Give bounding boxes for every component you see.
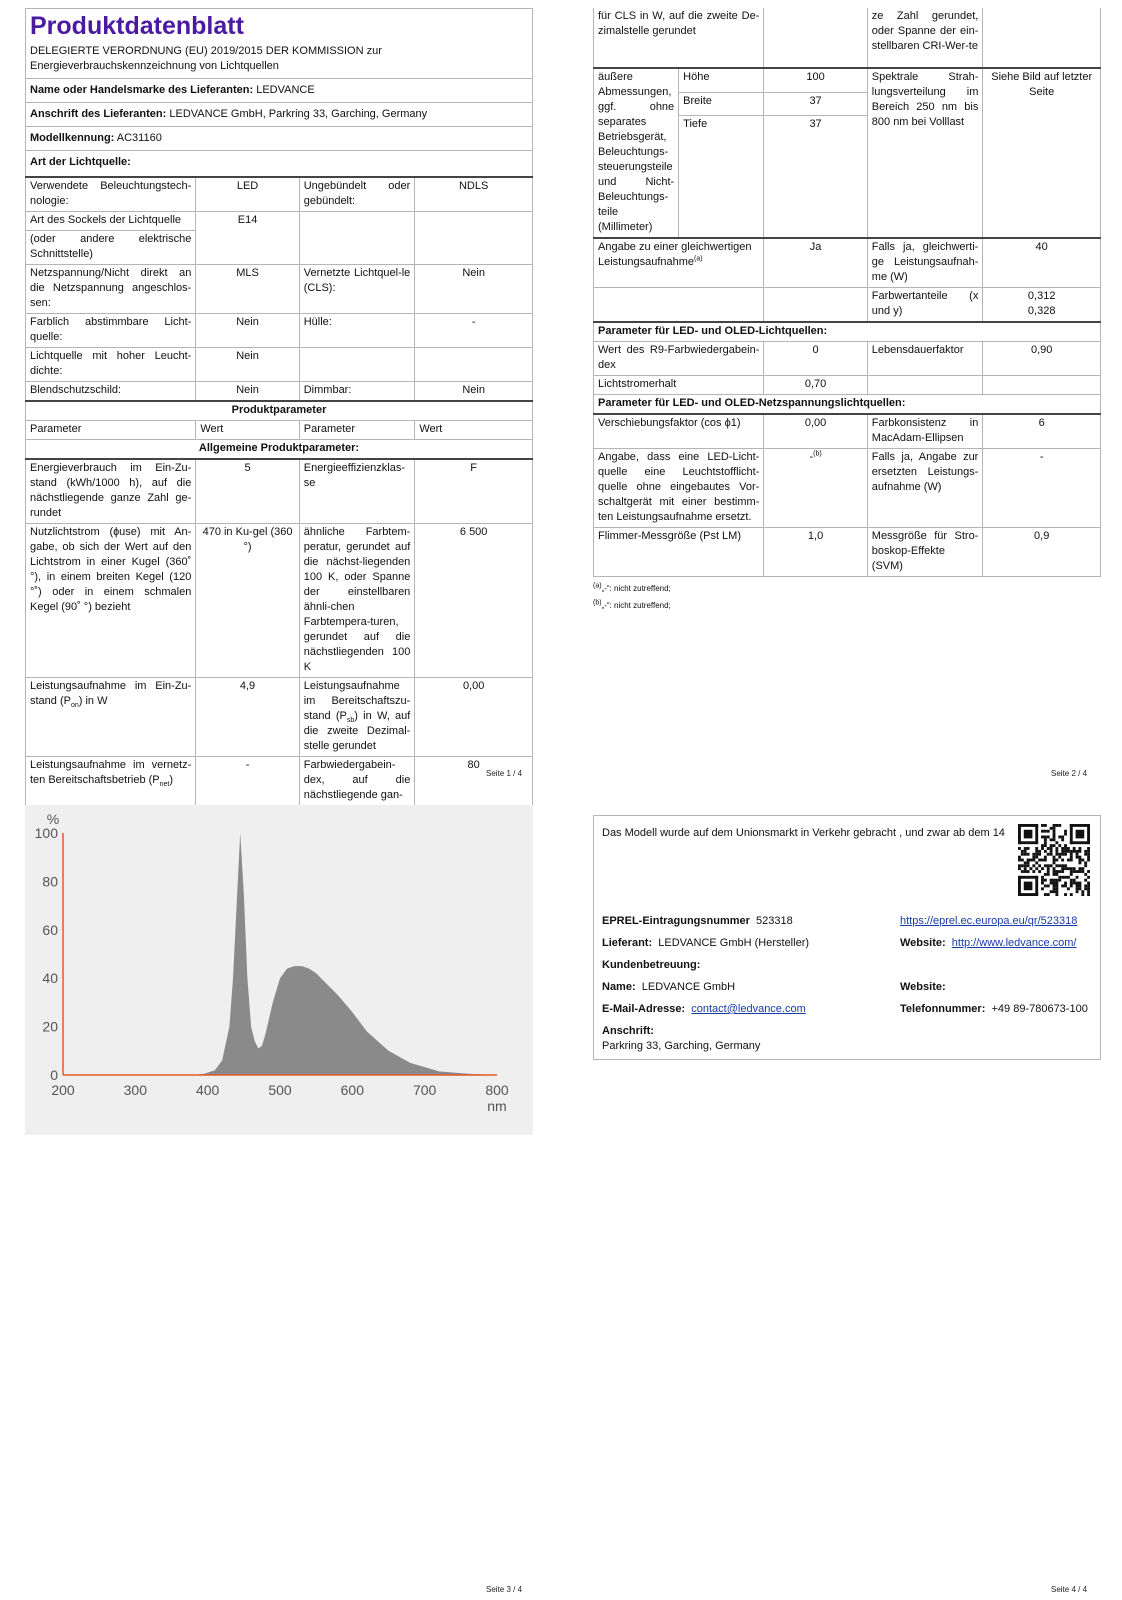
datasheet-table-1: [25, 8, 533, 806]
footnote-text: „-“: nicht zutreffend;: [601, 584, 671, 593]
table-cell: 0,9: [983, 528, 1101, 577]
table-cell: 40: [983, 238, 1101, 288]
table-cell: Nein: [196, 314, 299, 348]
y-tick-label: 20: [42, 1018, 58, 1035]
name-row: [602, 980, 735, 995]
address-row: [602, 1024, 654, 1039]
page-number: Seite 2 / 4: [1051, 769, 1088, 778]
table-cell: äußere Abmessungen, ggf. ohne separates Betriebsgerät, Beleuchtungs-steuerungsteile und Nicht-Beleuchtungs-teile (Millimeter): [594, 68, 679, 238]
table-cell: E14: [196, 212, 299, 265]
address-value: Parkring 33, Garching, Germany: [602, 1040, 761, 1052]
table-cell: 6 500: [415, 524, 533, 678]
address-label: Anschrift:: [602, 1025, 654, 1037]
x-tick-label: 200: [51, 1082, 75, 1098]
table-cell: Farbkonsistenz in MacAdam-Ellipsen: [867, 414, 983, 449]
table-cell: NDLS: [415, 177, 533, 212]
table-cell: [415, 348, 533, 382]
table-cell: 0: [764, 342, 867, 376]
table-cell: Art des Sockels der Lichtquelle: [26, 212, 196, 231]
regulation-text: DELEGIERTE VERORDNUNG (EU) 2019/2015 DER KOMMISSION zur Energieverbrauchskennzeichnung von Lichtquellen: [26, 43, 533, 79]
table-cell: Höhe: [679, 68, 764, 92]
table-cell: Farbwertanteile (x und y): [867, 288, 983, 323]
column-header: Wert: [415, 421, 533, 440]
table-cell: Hülle:: [299, 314, 415, 348]
datasheet-page-4: [593, 815, 1101, 1060]
table-cell: -: [415, 314, 533, 348]
table-cell: [594, 288, 764, 323]
phone-label: Telefonnummer:: [900, 1003, 986, 1015]
footnotes: [593, 580, 1101, 614]
footnote-a: [593, 580, 1101, 597]
table-cell: 4,9: [196, 678, 299, 757]
y-tick-label: 80: [42, 873, 58, 890]
table-cell: [594, 238, 764, 288]
table-cell: Tiefe: [679, 116, 764, 239]
page-number: Seite 3 / 4: [486, 1585, 523, 1594]
table-cell: 1,0: [764, 528, 867, 577]
table-cell: Ungebündelt oder gebündelt:: [299, 177, 415, 212]
superscript: (b): [813, 450, 822, 458]
customer-support-heading: [602, 958, 700, 973]
table-cell: -: [196, 757, 299, 806]
supplier-label: Lieferant:: [602, 937, 653, 949]
table-cell: [983, 288, 1101, 323]
table-cell: Energieeffizienzklas-se: [299, 459, 415, 524]
table-cell: [26, 757, 196, 806]
table-cell: [299, 348, 415, 382]
table-cell: Siehe Bild auf letzter Seite: [983, 68, 1101, 238]
table-cell: Farblich abstimmbare Licht-quelle:: [26, 314, 196, 348]
phone-value: +49 89-780673-100: [991, 1003, 1088, 1015]
y-tick-label: 60: [42, 921, 58, 938]
section-heading: Allgemeine Produktparameter:: [26, 440, 533, 460]
table-cell: [415, 212, 533, 265]
x-tick-label: 400: [195, 1082, 220, 1098]
website-link[interactable]: http://www.ledvance.com/: [951, 937, 1077, 949]
page-number: Seite 1 / 4: [486, 769, 523, 778]
y-tick-label: 100: [34, 825, 58, 841]
eprel-label: EPREL-Eintragungsnummer: [602, 915, 750, 927]
table-cell: 0,90: [983, 342, 1101, 376]
name-label: Name:: [602, 981, 636, 993]
table-cell: Messgröße für Stro-boskop-Effekte (SVM): [867, 528, 983, 577]
table-cell: Lichtstromerhalt: [594, 376, 764, 395]
table-cell: MLS: [196, 265, 299, 314]
eprel-link[interactable]: https://eprel.ec.europa.eu/qr/523318: [900, 915, 1078, 927]
cell-text: ) in W: [78, 695, 108, 707]
cell-text: Leistungsaufnahme im vernetz-ten Bereitschaftsbetrieb (P: [30, 759, 192, 786]
table-cell: [983, 376, 1101, 395]
table-cell: LED: [196, 177, 299, 212]
cell-text: Leistungsaufnahme im Ein-Zu-stand (P: [30, 680, 192, 707]
table-cell: 37: [764, 92, 867, 115]
table-cell: 0,00: [764, 414, 867, 449]
table-cell: 100: [764, 68, 867, 92]
footnote-text: „-“: nicht zutreffend;: [601, 601, 671, 610]
website-label: Website:: [900, 937, 946, 949]
table-cell: [867, 376, 983, 395]
x-tick-label: 300: [123, 1082, 148, 1098]
table-cell: 0,00: [415, 678, 533, 757]
eprel-row: [602, 914, 793, 929]
table-cell: ähnliche Farbtem-peratur, gerundet auf die nächst-liegenden 100 K, oder Spanne der einstellbaren ähnli-chen Farbtempera-turen, gerundet auf die nächstliegenden 100 K: [299, 524, 415, 678]
cell-text: ) in W, auf die zweite Dezimal-stelle gerundet: [303, 710, 411, 752]
x-tick-label: 700: [412, 1082, 437, 1098]
eprel-number: 523318: [756, 915, 793, 927]
table-cell: Wert des R9-Farbwiedergabein-dex: [594, 342, 764, 376]
table-cell: Lebensdauerfaktor: [867, 342, 983, 376]
name-value: LEDVANCE GmbH: [641, 981, 736, 993]
table-cell: Lichtquelle mit hoher Leucht-dichte:: [26, 348, 196, 382]
table-cell: Angabe, dass eine LED-Licht-quelle eine Leuchtstofflicht-quelle ohne eingebautes Vor-schaltgerät mit einer bestimm-ten Leistungsaufnahme ersetzt.: [594, 449, 764, 528]
column-header: Parameter: [26, 421, 196, 440]
subscript: sb: [346, 717, 355, 725]
table-cell: 37: [764, 116, 867, 239]
cell-text: ): [169, 774, 174, 786]
table-cell: ze Zahl gerundet, oder Spanne der ein-stellbaren CRI-Wer-te: [867, 8, 983, 68]
table-cell: Flimmer-Messgröße (Pst LM): [594, 528, 764, 577]
y-tick-label: 0: [50, 1067, 58, 1083]
table-cell: Verschiebungsfaktor (cos ϕ1): [594, 414, 764, 449]
supplier-address: LEDVANCE GmbH, Parkring 33, Garching, Germany: [169, 108, 428, 120]
support-label: Kundenbetreuung:: [602, 959, 701, 971]
table-cell: Falls ja, gleichwerti-ge Leistungsaufnah-me (W): [867, 238, 983, 288]
table-cell: Dimmbar:: [299, 382, 415, 402]
table-cell: Nein: [196, 382, 299, 402]
cell-text: Angabe zu einer gleichwertigen Leistungsaufnahme: [598, 241, 752, 268]
table-cell: Verwendete Beleuchtungstech-nologie:: [26, 177, 196, 212]
table-cell: Nein: [196, 348, 299, 382]
table-cell: Nein: [415, 265, 533, 314]
supplier-row: [602, 936, 809, 951]
table-cell: Ja: [764, 238, 867, 288]
spectrum-chart: [25, 805, 533, 1135]
table-cell: Energieverbrauch im Ein-Zu-stand (kWh/1000 h), auf die nächstliegende ganze Zahl ge-rundet: [26, 459, 196, 524]
subscript: net: [159, 781, 170, 789]
table-cell: Spektrale Strah-lungsverteilung im Bereich 250 nm bis 800 nm bei Volllast: [867, 68, 983, 238]
table-cell: Nutzlichtstrom (ɸuse) mit An-gabe, ob sich der Wert auf den Lichtstrom in einer Kugel (360˚ °), in einem breiten Kegel (120 °˚) oder in einem schmalen Kegel (90˚ °) bezieht: [26, 524, 196, 678]
table-cell: Farbwiedergabein-dex, auf die nächstliegende gan-: [299, 757, 415, 806]
table-cell: Vernetzte Lichtquel-le (CLS):: [299, 265, 415, 314]
y-tick-label: 40: [42, 970, 58, 987]
footnote-mark: (b): [593, 599, 602, 607]
section-heading: Parameter für LED- und OLED-Lichtquellen:: [594, 322, 1101, 342]
website-row: [900, 936, 1077, 951]
section-heading: Parameter für LED- und OLED-Netzspannungslichtquellen:: [594, 395, 1101, 415]
chroma-x: 0,312: [1027, 290, 1056, 302]
website2-row: [900, 980, 946, 995]
table-cell: 80: [415, 757, 533, 806]
cell-text: Leistungsaufnahme im Bereitschaftszu-stand (P: [303, 680, 411, 722]
footnote-mark: (a): [593, 582, 602, 590]
y-axis-label: %: [46, 811, 60, 827]
phone-row: [900, 1002, 1088, 1017]
light-source-type-heading: Art der Lichtquelle:: [26, 151, 533, 178]
x-tick-label: 500: [268, 1082, 292, 1098]
table-cell: für CLS in W, auf die zweite De-zimalstelle gerundet: [594, 8, 764, 68]
datasheet-page-2: [593, 8, 1101, 778]
email-label: E-Mail-Adresse:: [602, 1003, 686, 1015]
table-cell: 6: [983, 414, 1101, 449]
table-cell: [299, 678, 415, 757]
table-cell: 5: [196, 459, 299, 524]
subscript: on: [70, 702, 79, 710]
page-number: Seite 4 / 4: [1051, 1585, 1088, 1594]
market-date-text: Das Modell wurde auf dem Unionsmarkt in Verkehr gebracht , und zwar ab dem 14: [602, 827, 1005, 839]
table-cell: [764, 449, 867, 528]
email-row: [602, 1002, 806, 1017]
table-cell: [764, 288, 867, 323]
column-header: Parameter: [299, 421, 415, 440]
table-cell: Netzspannung/Nicht direkt an die Netzspannung angeschlos-sen:: [26, 265, 196, 314]
supplier-name-label: Name oder Handelsmarke des Lieferanten:: [30, 84, 254, 96]
table-cell: -: [983, 449, 1101, 528]
cell-text: -: [809, 451, 814, 463]
table-cell: (oder andere elektrische Schnittstelle): [26, 231, 196, 265]
table-cell: 470 in Ku-gel (360 °): [196, 524, 299, 678]
table-cell: F: [415, 459, 533, 524]
table-cell: [26, 678, 196, 757]
supplier-value: LEDVANCE GmbH (Hersteller): [658, 937, 810, 949]
spectrum-chart-panel: [25, 805, 533, 1135]
datasheet-page-1: [25, 8, 533, 801]
section-heading: Produktparameter: [26, 401, 533, 421]
table-cell: [983, 8, 1101, 68]
table-cell: [764, 8, 867, 68]
table-cell: Breite: [679, 92, 764, 115]
column-header: Wert: [196, 421, 299, 440]
table-cell: [299, 212, 415, 265]
table-cell: Falls ja, Angabe zur ersetzten Leistungs-aufnahme (W): [867, 449, 983, 528]
qr-code-icon: [1018, 824, 1090, 896]
model-id: AC31160: [116, 132, 162, 144]
x-axis-label: nm: [487, 1098, 507, 1114]
website2-label: Website:: [900, 981, 946, 993]
chroma-y: 0,328: [1027, 305, 1056, 317]
supplier-address-label: Anschrift des Lieferanten:: [30, 108, 167, 120]
x-tick-label: 800: [485, 1082, 509, 1098]
datasheet-table-2: [593, 8, 1101, 577]
table-cell: Blendschutzschild:: [26, 382, 196, 402]
superscript: (a): [694, 255, 703, 263]
email-link[interactable]: contact@ledvance.com: [691, 1003, 806, 1015]
model-label: Modellkennung:: [30, 132, 115, 144]
footnote-b: [593, 597, 1101, 614]
table-cell: 0,70: [764, 376, 867, 395]
supplier-name: LEDVANCE: [256, 84, 315, 96]
x-tick-label: 600: [340, 1082, 365, 1098]
table-cell: Nein: [415, 382, 533, 402]
page-title: Produktdatenblatt: [30, 12, 244, 40]
